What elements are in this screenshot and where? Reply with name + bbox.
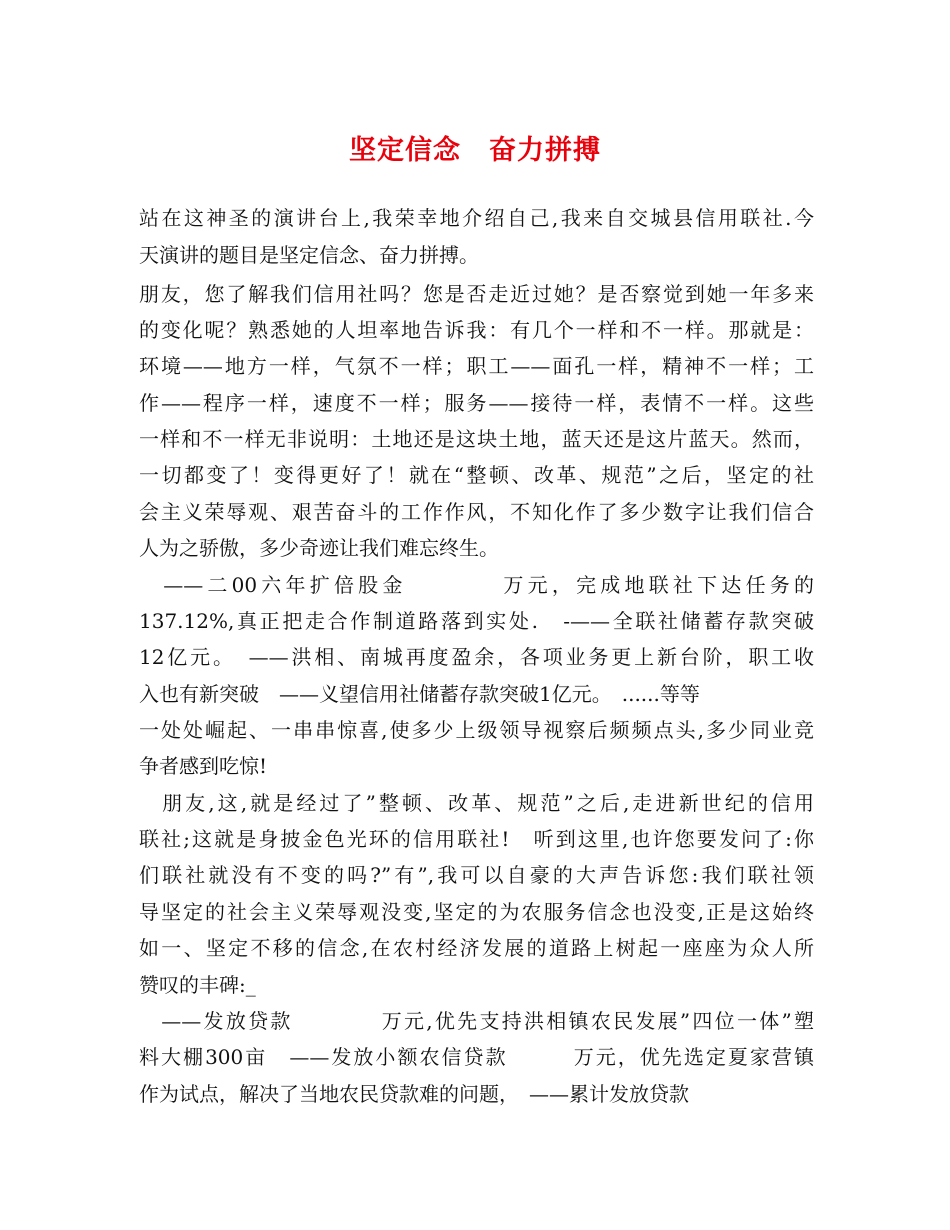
- body-line: 朋友，您了解我们信用社吗？您是否走近过她？是否察觉到她一年多来: [139, 282, 814, 306]
- body-line: 料大棚300亩 ——发放小额农信贷款 万元，优先选定夏家营镇: [139, 1045, 814, 1069]
- body-line: 争者感到吃惊!: [139, 754, 268, 778]
- body-line: 天演讲的题目是坚定信念、奋力拼搏。: [139, 243, 479, 267]
- body-line: 站在这神圣的演讲台上,我荣幸地介绍自己,我来自交城县信用联社.今: [139, 206, 814, 230]
- body-line: 环境——地方一样，气氛不一样；职工——面孔一样，精神不一样；工: [139, 354, 814, 378]
- body-line: 联社;这就是身披金色光环的信用联社! 听到这里,也许您要发问了:你: [139, 827, 814, 851]
- body-line: 作——程序一样，速度不一样；服务——接待一样，表情不一样。这些: [139, 391, 814, 415]
- body-line: 作为试点，解决了当地农民贷款难的问题， ——累计发放贷款: [139, 1082, 689, 1106]
- body-line: 导坚定的社会主义荣辱观没变,坚定的为农服务信念也没变,正是这始终: [139, 900, 814, 924]
- body-line: 一处处崛起、一串串惊喜,使多少上级领导视察后频频点头,多少同业竞: [139, 718, 814, 742]
- body-line: 会主义荣辱观、艰苦奋斗的工作作风，不知化作了多少数字让我们信合: [139, 500, 814, 524]
- body-line: 12亿元。 ——洪相、南城再度盈余，各项业务更上新台阶，职工收: [139, 645, 814, 669]
- body-line: 人为之骄傲，多少奇迹让我们难忘终生。: [139, 536, 499, 560]
- body-line: 赞叹的丰碑:_: [139, 973, 256, 997]
- body-line: 137.12%,真正把走合作制道路落到实处. -——全联社储蓄存款突破: [139, 609, 814, 633]
- body-line: 如一、坚定不移的信念,在农村经济发展的道路上树起一座座为众人所: [139, 936, 814, 960]
- body-line: 一样和不一样无非说明：土地还是这块土地，蓝天还是这片蓝天。然而，: [139, 427, 814, 451]
- body-line: 们联社就没有不变的吗?”有”,我可以自豪的大声告诉您:我们联社领: [139, 863, 814, 887]
- body-line: 一切都变了！变得更好了！就在“整顿、改革、规范”之后，坚定的社: [139, 463, 814, 487]
- body-line: 的变化呢？熟悉她的人坦率地告诉我：有几个一样和不一样。那就是：: [139, 318, 814, 342]
- document-title: 坚定信念 奋力拼搏: [349, 135, 601, 166]
- body-line: 朋友,这,就是经过了”整顿、改革、规范”之后,走进新世纪的信用: [139, 791, 814, 815]
- body-line: ——二00六年扩倍股金 万元，完成地联社下达任务的: [139, 573, 814, 597]
- body-line: ——发放贷款 万元,优先支持洪相镇农民发展”四位一体”塑: [139, 1009, 814, 1033]
- body-line: 入也有新突破 ——义望信用社储蓄存款突破1亿元。 ......等等: [139, 682, 700, 706]
